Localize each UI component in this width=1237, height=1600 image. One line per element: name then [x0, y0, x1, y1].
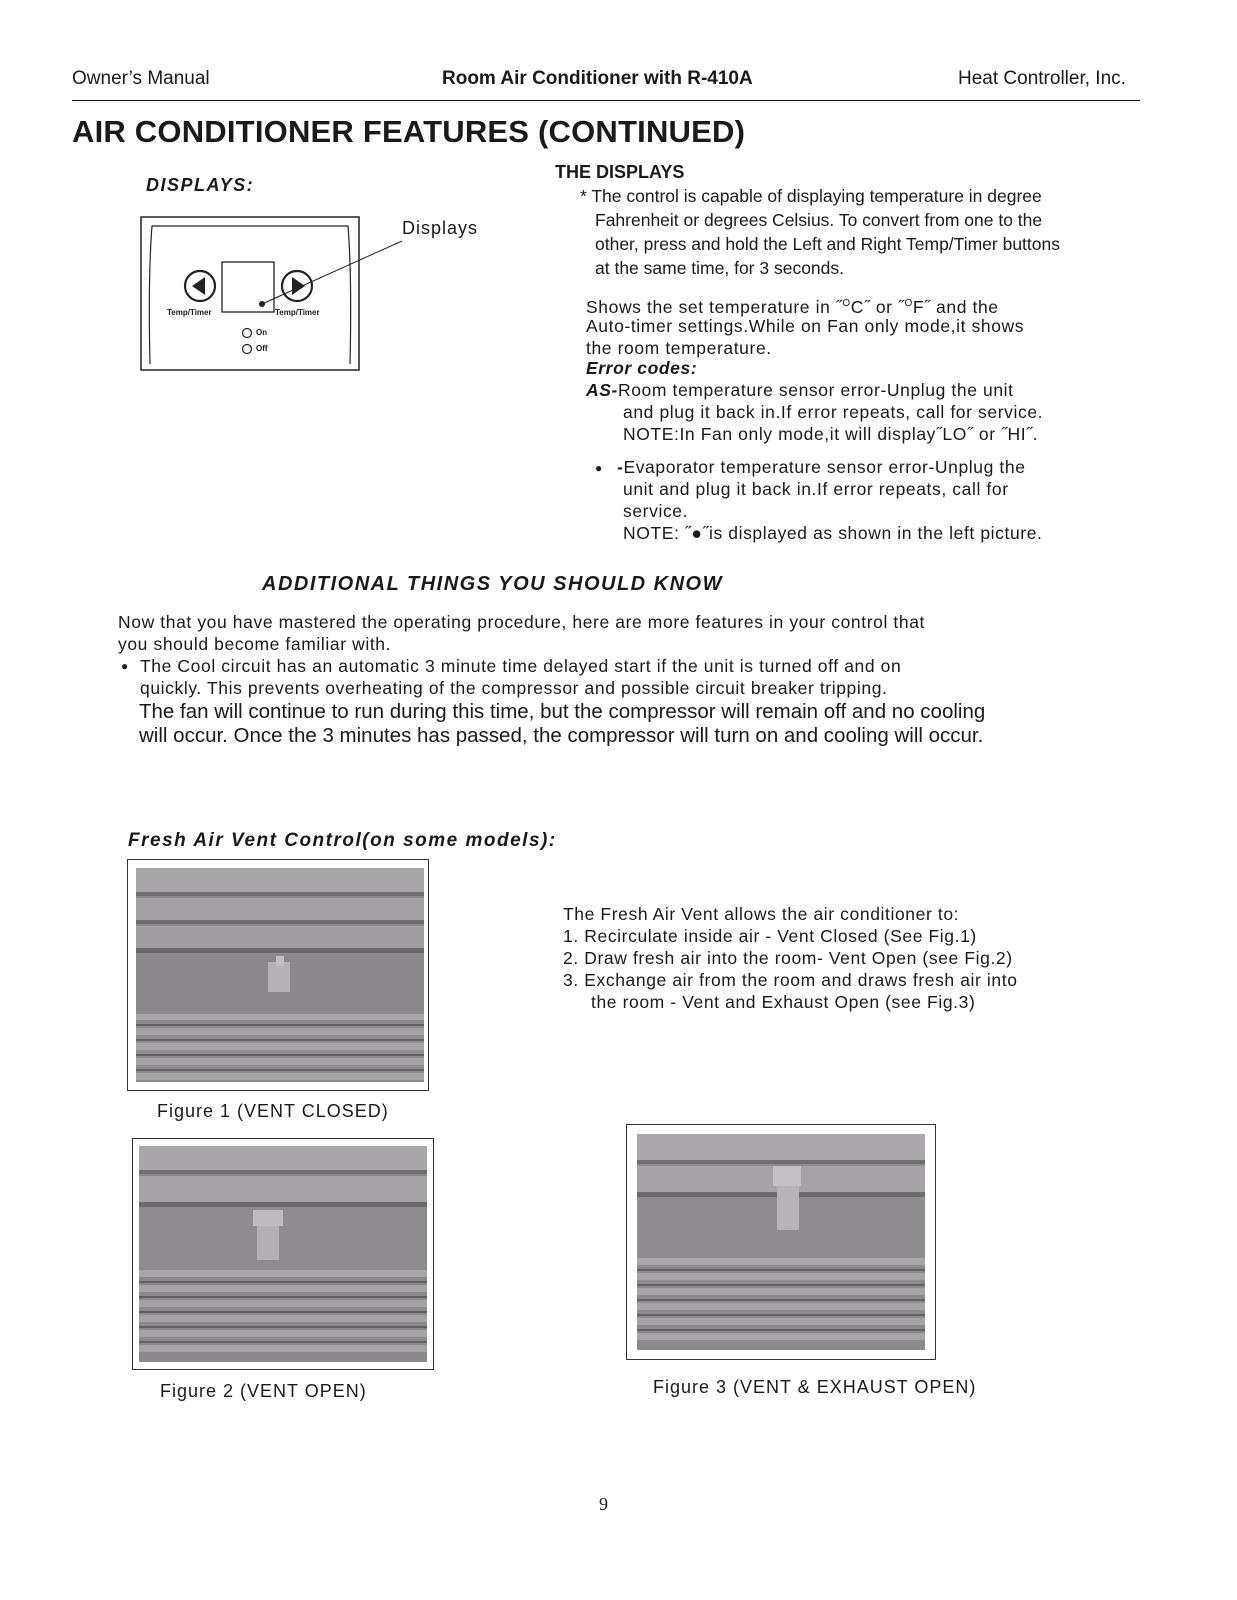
figure-1-vent-image — [136, 868, 424, 1082]
page-title: AIR CONDITIONER FEATURES (CONTINUED) — [72, 114, 746, 149]
header-center: Room Air Conditioner with R-410A — [442, 68, 753, 89]
figure-1-photo — [136, 868, 424, 1082]
fresh-air-line-2: 1. Recirculate inside air - Vent Closed (See Fig.1) — [563, 926, 977, 946]
shows-part-b: C˝ or ˝ — [850, 296, 905, 317]
additional-intro-2: you should become familiar with. — [118, 634, 392, 654]
displays-intro-line-2: Fahrenheit or degrees Celsius. To convert from one to the — [595, 210, 1043, 230]
figure-2-caption: Figure 2 (VENT OPEN) — [160, 1381, 367, 1401]
additional-bullet-line-3: The fan will continue to run during this time, but the compressor will remain off and no cooling — [139, 700, 986, 723]
figure-3-caption: Figure 3 (VENT & EXHAUST OPEN) — [653, 1377, 977, 1397]
shows-part-c: F˝ and the — [912, 296, 999, 317]
displays-intro-line-1: * The control is capable of displaying temperature in degree — [580, 186, 1042, 206]
figure-2-vent-image — [139, 1146, 427, 1362]
as-error-line — [586, 379, 1014, 401]
figure-3-vent-image — [637, 1134, 925, 1350]
on-label: On — [256, 328, 268, 337]
additional-intro-1: Now that you have mastered the operating procedure, here are more features in your control that — [118, 612, 926, 632]
header-left: Owner’s Manual — [72, 68, 210, 89]
shows-line-2: Auto-timer settings.While on Fan only mode,it shows — [586, 316, 1025, 336]
shows-part-a: Shows the set temperature in ˝ — [586, 296, 843, 317]
evap-error-code: - — [617, 457, 624, 477]
as-error-text: Room temperature sensor error-Unplug the unit — [617, 380, 1014, 400]
additional-heading: ADDITIONAL THINGS YOU SHOULD KNOW — [262, 573, 723, 595]
evap-error-line-2: unit and plug it back in.If error repeats, call for — [623, 479, 1009, 499]
additional-bullet-line-2: quickly. This prevents overheating of the compressor and possible circuit breaker tripping. — [140, 678, 888, 698]
fresh-air-line-3: 2. Draw fresh air into the room- Vent Open (see Fig.2) — [563, 948, 1013, 968]
as-error-code: AS- — [586, 380, 618, 400]
evap-error-line — [617, 456, 1026, 478]
fresh-air-heading: Fresh Air Vent Control(on some models): — [128, 830, 557, 851]
additional-bullet: ● — [121, 659, 129, 673]
displays-heading: DISPLAYS: — [146, 175, 255, 195]
the-displays-heading: THE DISPLAYS — [555, 162, 685, 182]
shows-line-3: the room temperature. — [586, 338, 772, 358]
fresh-air-line-4: 3. Exchange air from the room and draws fresh air into — [563, 970, 1018, 990]
figure-1-frame — [127, 859, 429, 1091]
error-codes-heading: Error codes: — [586, 358, 698, 378]
degree-mark-f: O — [904, 298, 913, 309]
evap-error-line-3: service. — [623, 501, 689, 521]
header-rule — [72, 100, 1140, 101]
fresh-air-line-5: the room - Vent and Exhaust Open (see Fig.3) — [591, 992, 976, 1012]
right-button-label: Temp/Timer — [275, 308, 320, 317]
evap-error-note: NOTE: ˝●˝is displayed as shown in the left picture. — [623, 523, 1043, 543]
displays-callout: Displays — [402, 218, 479, 238]
control-panel-diagram — [140, 216, 500, 376]
evap-error-text: Evaporator temperature sensor error-Unplug the — [623, 457, 1026, 477]
figure-1-caption: Figure 1 (VENT CLOSED) — [157, 1101, 389, 1121]
as-error-note: NOTE:In Fan only mode,it will display˝LO˝ or ˝HI˝. — [623, 424, 1039, 444]
control-panel-drawing — [140, 216, 500, 376]
figure-3-frame — [626, 1124, 936, 1360]
figure-2-frame — [132, 1138, 434, 1370]
additional-bullet-line-4: will occur. Once the 3 minutes has passed, the compressor will turn on and cooling will occur. — [139, 724, 984, 747]
additional-bullet-line-1: The Cool circuit has an automatic 3 minute time delayed start if the unit is turned off and on — [140, 656, 902, 676]
displays-intro-line-3: other, press and hold the Left and Right Temp/Timer buttons — [595, 234, 1060, 254]
figure-3-photo — [637, 1134, 925, 1350]
evap-bullet: ● — [595, 461, 603, 475]
fresh-air-line-1: The Fresh Air Vent allows the air conditioner to: — [563, 904, 960, 924]
figure-2-photo — [139, 1146, 427, 1362]
displays-intro-line-4: at the same time, for 3 seconds. — [595, 258, 845, 278]
degree-mark-c: O — [842, 298, 851, 309]
left-button-label: Temp/Timer — [167, 308, 212, 317]
as-error-line-2: and plug it back in.If error repeats, call for service. — [623, 402, 1044, 422]
header-right: Heat Controller, Inc. — [958, 68, 1126, 89]
page-number: 9 — [599, 1494, 608, 1514]
off-label: Off — [256, 344, 268, 353]
